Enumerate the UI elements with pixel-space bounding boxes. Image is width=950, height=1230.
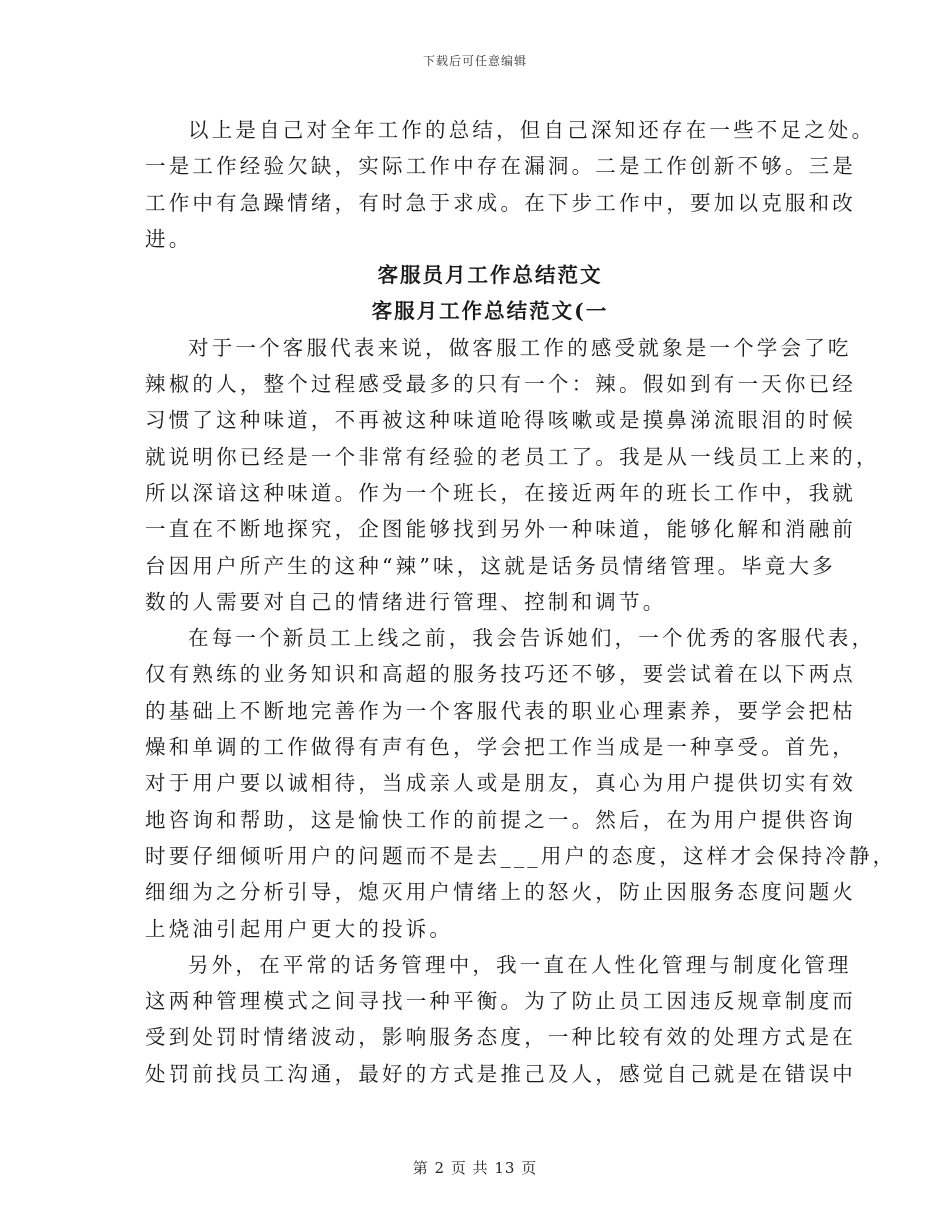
text-line: 处罚前找员工沟通，最好的方式是推己及人，感觉自己就是在错误中 <box>145 1061 856 1086</box>
text-line: 对于用户要以诚相待，当成亲人或是朋友，真心为用户提供切实有效 <box>145 771 856 796</box>
text-line: 这两种管理模式之间寻找一种平衡。为了防止员工因违反规章制度而 <box>145 989 856 1014</box>
text-line: 对于一个客服代表来说，做客服工作的感受就象是一个学会了吃 <box>188 335 852 360</box>
text-line: 燥和单调的工作做得有声有色，学会把工作当成是一种享受。首先， <box>145 735 856 760</box>
text-line: 所以深谙这种味道。作为一个班长，在接近两年的班长工作中，我就 <box>145 480 856 505</box>
text-line: 就说明你已经是一个非常有经验的老员工了。我是从一线员工上来的， <box>145 444 880 469</box>
text-line: 时要仔细倾听用户的问题而不是去___用户的态度，这样才会保持冷静， <box>145 843 897 868</box>
text-line: 以上是自己对全年工作的总结，但自己深知还存在一些不足之处。 <box>188 118 876 142</box>
text-line: 辣椒的人，整个过程感受最多的只有一个：辣。假如到有一天你已经 <box>145 372 856 397</box>
text-line: 细细为之分析引导，熄灭用户情绪上的怒火，防止因服务态度问题火 <box>145 880 856 905</box>
paragraph-new-staff <box>145 620 897 947</box>
text-line: 习惯了这种味道，不再被这种味道呛得咳嗽或是摸鼻涕流眼泪的时候 <box>145 408 856 433</box>
text-line: 工作中有急躁情绪，有时急于求成。在下步工作中，要加以克服和改 <box>145 190 856 215</box>
paragraph-spicy-analogy <box>145 330 880 620</box>
text-line: 仅有熟练的业务知识和高超的服务技巧还不够，要尝试着在以下两点 <box>145 662 856 687</box>
paragraph-management-balance <box>145 947 856 1092</box>
text-line: 一直在不断地探究，企图能够找到另外一种味道，能够化解和消融前 <box>145 517 856 542</box>
text-line: 进。 <box>145 226 193 251</box>
text-line: 在每一个新员工上线之前，我会告诉她们，一个优秀的客服代表， <box>188 626 876 651</box>
section-title: 客服员月工作总结范文 <box>377 263 603 288</box>
text-line: 地咨询和帮助，这是愉快工作的前提之一。然后，在为用户提供咨询 <box>145 807 856 832</box>
page-number-footer: 第 2 页 共 13 页 <box>412 1159 538 1177</box>
paragraph-summary-shortcomings <box>145 112 876 257</box>
text-line: 一是工作经验欠缺，实际工作中存在漏洞。二是工作创新不够。三是 <box>145 154 856 179</box>
text-line: 台因用户所产生的这种“辣”味，这就是话务员情绪管理。毕竟大多 <box>145 553 836 578</box>
document-body <box>145 112 897 1092</box>
text-line: 另外，在平常的话务管理中，我一直在人性化管理与制度化管理 <box>188 952 852 977</box>
text-line: 上烧油引起用户更大的投诉。 <box>145 916 454 941</box>
section-subtitle: 客服月工作总结范文(一 <box>371 299 609 324</box>
text-line: 的基础上不断地完善作为一个客服代表的职业心理素养，要学会把枯 <box>145 698 856 723</box>
text-line: 数的人需要对自己的情绪进行管理、控制和调节。 <box>145 589 667 614</box>
page-header: 下载后可任意编辑 <box>422 54 527 68</box>
text-line: 受到处罚时情绪波动，影响服务态度，一种比较有效的处理方式是在 <box>145 1025 856 1050</box>
